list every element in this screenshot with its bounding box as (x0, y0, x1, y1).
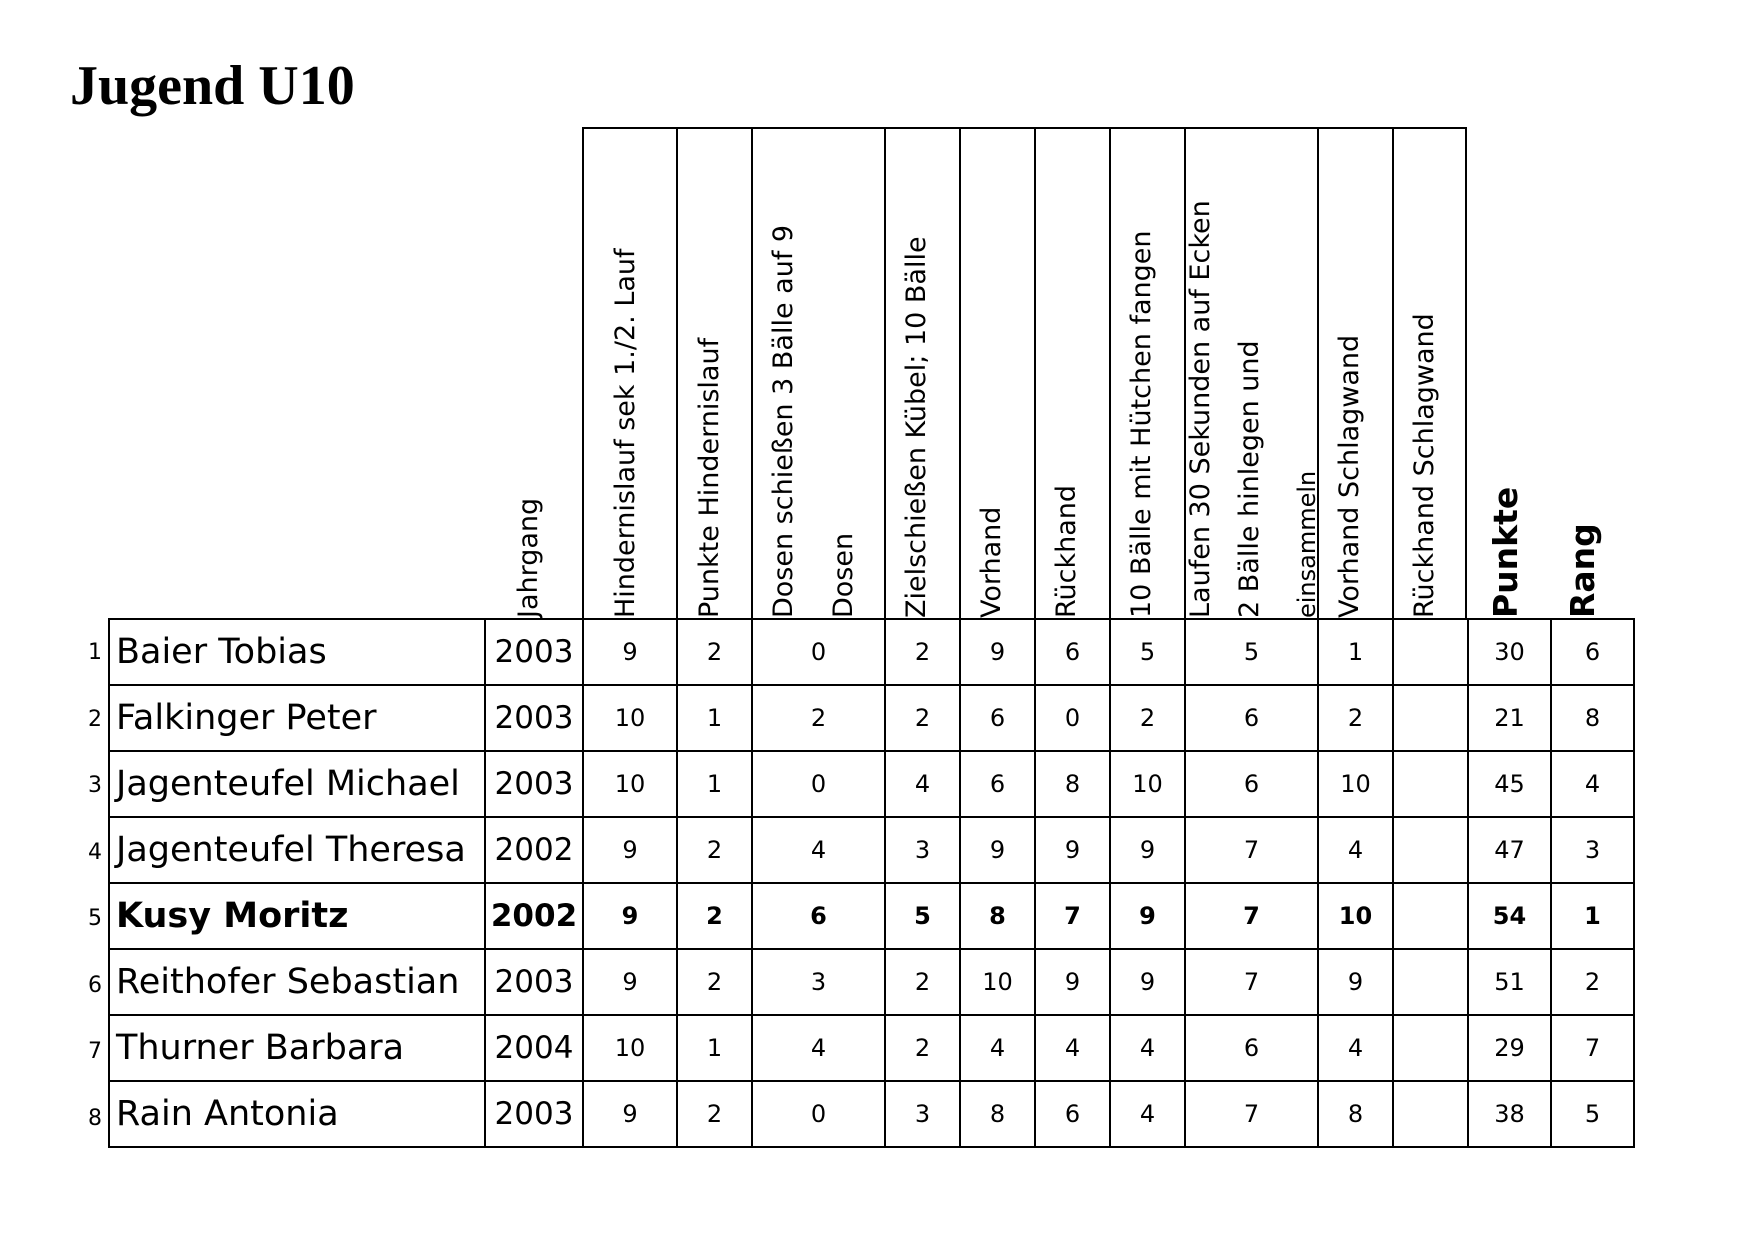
score-rueckhand: 6 (1035, 619, 1110, 685)
rank: 5 (1551, 1081, 1634, 1147)
score-zielschiessen: 2 (885, 619, 960, 685)
score-hindernislauf-sek: 10 (583, 685, 677, 751)
participant-name: Kusy Moritz (109, 883, 485, 949)
header-rueckhand: Rückhand (1051, 484, 1082, 618)
participant-name: Jagenteufel Theresa (109, 817, 485, 883)
score-laufen: 6 (1185, 685, 1318, 751)
total-points: 47 (1468, 817, 1551, 883)
total-points: 38 (1468, 1081, 1551, 1147)
score-hindernislauf-sek: 9 (583, 619, 677, 685)
score-baelle-huetchen: 5 (1110, 619, 1185, 685)
header-vorhand: Vorhand (976, 506, 1007, 618)
score-laufen: 7 (1185, 817, 1318, 883)
score-vorhand: 8 (960, 883, 1035, 949)
score-vorhand: 9 (960, 619, 1035, 685)
row-number: 3 (88, 773, 102, 798)
score-rueckhand-schlagwand (1393, 1081, 1468, 1147)
table-row (109, 817, 1634, 883)
score-baelle-huetchen: 9 (1110, 883, 1185, 949)
rank: 6 (1551, 619, 1634, 685)
birth-year: 2003 (485, 685, 583, 751)
score-vorhand: 9 (960, 817, 1035, 883)
score-baelle-huetchen: 4 (1110, 1015, 1185, 1081)
score-punkte-hindernislauf: 2 (677, 883, 752, 949)
score-rueckhand-schlagwand (1393, 685, 1468, 751)
header-laufen-line3: einsammeln (1293, 470, 1321, 618)
birth-year: 2003 (485, 619, 583, 685)
score-punkte-hindernislauf: 1 (677, 751, 752, 817)
table-row (109, 685, 1634, 751)
score-punkte-hindernislauf: 2 (677, 949, 752, 1015)
score-hindernislauf-sek: 10 (583, 1015, 677, 1081)
table-row (109, 619, 1634, 685)
score-punkte-hindernislauf: 2 (677, 619, 752, 685)
rank: 4 (1551, 751, 1634, 817)
rank: 1 (1551, 883, 1634, 949)
header-hindernislauf-sek: Hindernislauf sek 1./2. Lauf (610, 248, 641, 618)
score-vorhand-schlagwand: 10 (1318, 883, 1393, 949)
score-dosen: 2 (752, 685, 885, 751)
score-baelle-huetchen: 9 (1110, 949, 1185, 1015)
birth-year: 2003 (485, 1081, 583, 1147)
score-vorhand-schlagwand: 10 (1318, 751, 1393, 817)
score-zielschiessen: 3 (885, 817, 960, 883)
score-vorhand-schlagwand: 4 (1318, 817, 1393, 883)
total-points: 30 (1468, 619, 1551, 685)
score-baelle-huetchen: 10 (1110, 751, 1185, 817)
total-points: 29 (1468, 1015, 1551, 1081)
total-points: 51 (1468, 949, 1551, 1015)
score-punkte-hindernislauf: 1 (677, 685, 752, 751)
header-vorhand-schlagwand: Vorhand Schlagwand (1334, 334, 1365, 618)
score-rueckhand: 9 (1035, 817, 1110, 883)
rank: 7 (1551, 1015, 1634, 1081)
score-rueckhand: 0 (1035, 685, 1110, 751)
score-vorhand-schlagwand: 1 (1318, 619, 1393, 685)
birth-year: 2003 (485, 751, 583, 817)
score-rueckhand: 4 (1035, 1015, 1110, 1081)
header-punkte: Punkte (1486, 486, 1525, 618)
participant-name: Reithofer Sebastian (109, 949, 485, 1015)
page-title: Jugend U10 (70, 55, 355, 117)
rank: 2 (1551, 949, 1634, 1015)
header-divider (1392, 127, 1394, 620)
header-divider (582, 127, 584, 620)
header-jahrgang: Jahrgang (513, 497, 544, 618)
birth-year: 2002 (485, 883, 583, 949)
score-rueckhand: 6 (1035, 1081, 1110, 1147)
score-rueckhand-schlagwand (1393, 619, 1468, 685)
score-dosen: 3 (752, 949, 885, 1015)
score-vorhand-schlagwand: 2 (1318, 685, 1393, 751)
score-laufen: 7 (1185, 1081, 1318, 1147)
header-divider (1465, 127, 1467, 620)
score-punkte-hindernislauf: 2 (677, 817, 752, 883)
score-vorhand: 4 (960, 1015, 1035, 1081)
score-dosen: 4 (752, 817, 885, 883)
row-number: 6 (88, 973, 102, 998)
header-rueckhand-schlagwand: Rückhand Schlagwand (1409, 313, 1440, 618)
score-vorhand-schlagwand: 8 (1318, 1081, 1393, 1147)
results-table (108, 618, 1635, 1148)
score-vorhand-schlagwand: 9 (1318, 949, 1393, 1015)
header-rang: Rang (1563, 523, 1602, 618)
birth-year: 2003 (485, 949, 583, 1015)
header-divider (959, 127, 961, 620)
row-number: 8 (88, 1106, 102, 1131)
score-rueckhand-schlagwand (1393, 817, 1468, 883)
score-laufen: 6 (1185, 1015, 1318, 1081)
row-number: 1 (88, 640, 102, 665)
score-baelle-huetchen: 4 (1110, 1081, 1185, 1147)
score-laufen: 7 (1185, 949, 1318, 1015)
score-dosen: 4 (752, 1015, 885, 1081)
score-rueckhand: 8 (1035, 751, 1110, 817)
participant-name: Falkinger Peter (109, 685, 485, 751)
score-zielschiessen: 2 (885, 685, 960, 751)
score-baelle-huetchen: 9 (1110, 817, 1185, 883)
header-laufen-line1: Laufen 30 Sekunden auf Ecken (1185, 200, 1216, 618)
participant-name: Baier Tobias (109, 619, 485, 685)
participant-name: Thurner Barbara (109, 1015, 485, 1081)
score-hindernislauf-sek: 9 (583, 883, 677, 949)
score-zielschiessen: 2 (885, 1015, 960, 1081)
score-zielschiessen: 4 (885, 751, 960, 817)
score-zielschiessen: 3 (885, 1081, 960, 1147)
header-top-border (582, 127, 1465, 129)
score-hindernislauf-sek: 9 (583, 817, 677, 883)
score-hindernislauf-sek: 9 (583, 949, 677, 1015)
total-points: 54 (1468, 883, 1551, 949)
table-row (109, 949, 1634, 1015)
score-vorhand-schlagwand: 4 (1318, 1015, 1393, 1081)
total-points: 45 (1468, 751, 1551, 817)
row-number: 5 (88, 906, 102, 931)
score-rueckhand-schlagwand (1393, 1015, 1468, 1081)
row-number: 7 (88, 1039, 102, 1064)
participant-name: Jagenteufel Michael (109, 751, 485, 817)
score-punkte-hindernislauf: 2 (677, 1081, 752, 1147)
header-laufen-line2: 2 Bälle hinlegen und (1234, 340, 1265, 618)
score-rueckhand: 9 (1035, 949, 1110, 1015)
header-divider (1034, 127, 1036, 620)
score-rueckhand-schlagwand (1393, 883, 1468, 949)
score-hindernislauf-sek: 9 (583, 1081, 677, 1147)
score-vorhand: 10 (960, 949, 1035, 1015)
header-dosen-line1: Dosen schießen 3 Bälle auf 9 (768, 224, 799, 618)
header-divider (1109, 127, 1111, 620)
header-divider (751, 127, 753, 620)
score-rueckhand-schlagwand (1393, 949, 1468, 1015)
score-vorhand: 6 (960, 751, 1035, 817)
header-punkte-hindernislauf: Punkte Hindernislauf (694, 337, 725, 618)
rank: 3 (1551, 817, 1634, 883)
score-laufen: 5 (1185, 619, 1318, 685)
header-dosen-line2: Dosen (828, 532, 859, 618)
header-baelle-huetchen: 10 Bälle mit Hütchen fangen (1126, 230, 1157, 618)
rank: 8 (1551, 685, 1634, 751)
row-number: 2 (88, 707, 102, 732)
table-row (109, 1015, 1634, 1081)
score-rueckhand-schlagwand (1393, 751, 1468, 817)
table-row (109, 751, 1634, 817)
row-number: 4 (88, 840, 102, 865)
birth-year: 2002 (485, 817, 583, 883)
header-divider (676, 127, 678, 620)
score-laufen: 7 (1185, 883, 1318, 949)
score-hindernislauf-sek: 10 (583, 751, 677, 817)
table-row (109, 1081, 1634, 1147)
score-rueckhand: 7 (1035, 883, 1110, 949)
score-vorhand: 6 (960, 685, 1035, 751)
score-dosen: 0 (752, 751, 885, 817)
score-laufen: 6 (1185, 751, 1318, 817)
score-punkte-hindernislauf: 1 (677, 1015, 752, 1081)
score-vorhand: 8 (960, 1081, 1035, 1147)
participant-name: Rain Antonia (109, 1081, 485, 1147)
score-dosen: 6 (752, 883, 885, 949)
header-zielschiessen: Zielschießen Kübel; 10 Bälle (901, 236, 932, 618)
score-zielschiessen: 2 (885, 949, 960, 1015)
score-baelle-huetchen: 2 (1110, 685, 1185, 751)
header-divider (884, 127, 886, 620)
birth-year: 2004 (485, 1015, 583, 1081)
score-zielschiessen: 5 (885, 883, 960, 949)
table-row-winner (109, 883, 1634, 949)
score-dosen: 0 (752, 1081, 885, 1147)
total-points: 21 (1468, 685, 1551, 751)
score-dosen: 0 (752, 619, 885, 685)
